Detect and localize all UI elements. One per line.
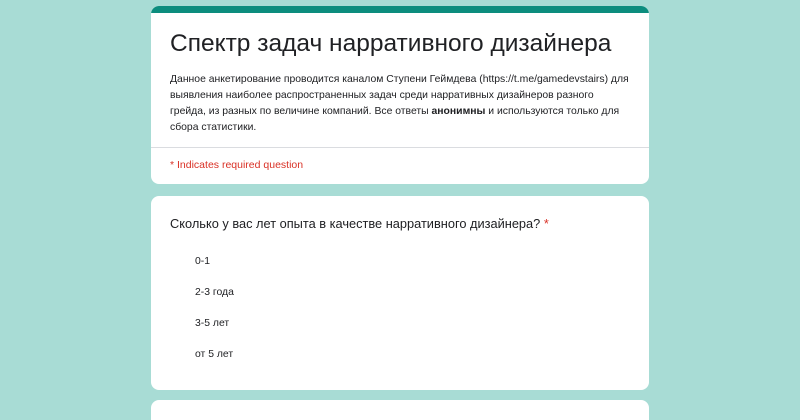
- form-title: Спектр задач нарративного дизайнера: [170, 30, 612, 57]
- required-asterisk: *: [543, 216, 549, 231]
- question-card-experience: [151, 196, 649, 390]
- form-description-bold: анонимны: [431, 106, 486, 117]
- question-title: [170, 215, 549, 233]
- header-accent-bar: [151, 6, 649, 13]
- option-0-1[interactable]: 0-1: [195, 256, 211, 267]
- required-question-note: * Indicates required question: [170, 159, 304, 171]
- question-title-text: Сколько у вас лет опыта в качестве нарративного дизайнера?: [170, 216, 541, 231]
- option-5-plus-years[interactable]: от 5 лет: [195, 349, 234, 360]
- form-header-card: [151, 6, 649, 184]
- option-3-5-years[interactable]: 3-5 лет: [195, 318, 230, 329]
- form-description: [170, 72, 632, 136]
- form-description-tail: и используются только для сбора статистики.: [170, 106, 620, 133]
- form-description-text: Данное анкетирование проводится каналом Ступени Геймдева (https://t.me/gamedevstairs) для выявления наиболее распространенных задач среди нарративных дизайнеров разного грейда, из разных по величине компаний. Все ответы: [170, 74, 629, 117]
- header-divider: [151, 147, 649, 148]
- option-2-3-years[interactable]: 2-3 года: [195, 287, 234, 298]
- next-question-card: [151, 400, 649, 420]
